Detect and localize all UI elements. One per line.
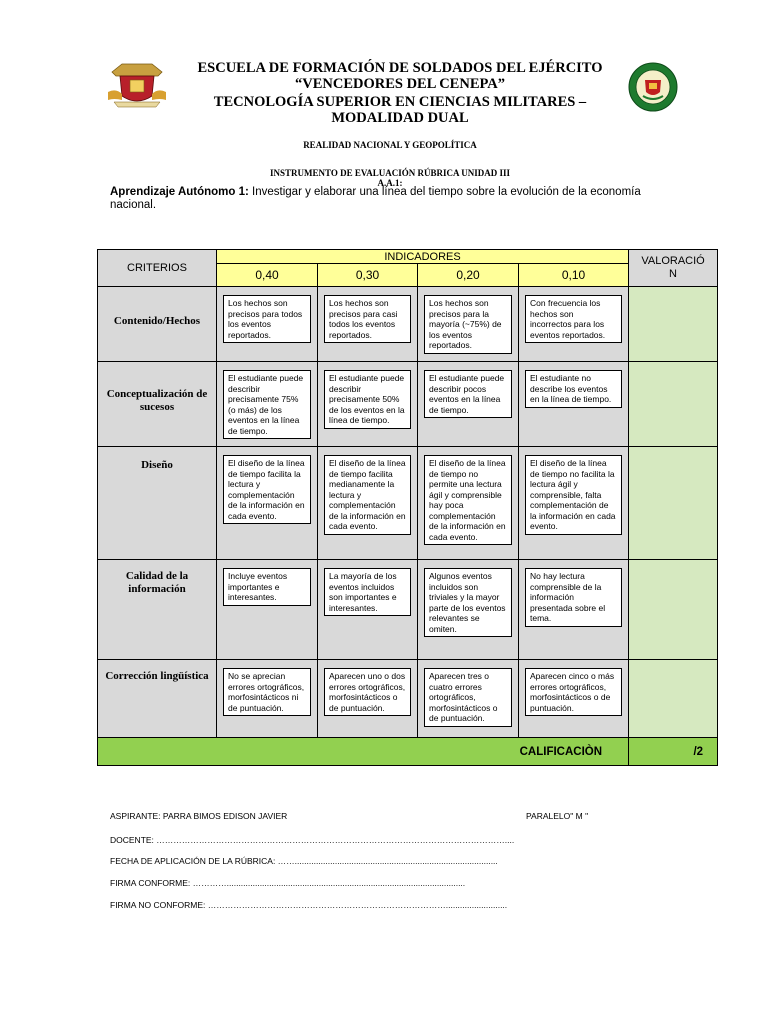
table-row (98, 560, 718, 660)
indicator-cell: El estudiante puede describir precisamente 50% de los eventos en la línea de tiempo. (318, 362, 418, 447)
valoracion-label-1: VALORACIÓ (641, 255, 705, 267)
indicator-cell: El diseño de la línea de tiempo facilita medianamente la lectura y complementación de la información en cada evento. (318, 447, 418, 560)
aspirante-line: ASPIRANTE: PARRA BIMOS EDISON JAVIER (110, 811, 288, 821)
valoracion-cell[interactable] (629, 560, 718, 660)
indicator-cell: El diseño de la línea de tiempo no facilita la lectura ágil y comprensible, falta complementación de la información en cada evento. (519, 447, 629, 560)
valoracion-header (629, 250, 718, 287)
criterios-header: CRITERIOS (98, 250, 217, 287)
valoracion-cell[interactable] (629, 362, 718, 447)
aa-label: Aprendizaje Autónomo 1: (110, 186, 249, 198)
table-row (98, 362, 718, 447)
indicator-cell: El estudiante puede describir pocos eventos en la línea de tiempo. (418, 362, 519, 447)
subject-title: REALIDAD NACIONAL Y GEOPOLÍTICA (303, 140, 477, 150)
rubric-table (97, 249, 718, 766)
indicator-cell: Algunos eventos incluidos son triviales y la mayor parte de los eventos relevantes se omiten. (418, 560, 519, 660)
indicator-cell: El diseño de la línea de tiempo facilita la lectura y complementación de la información en cada evento. (217, 447, 318, 560)
indicator-cell: Aparecen cinco o más errores ortográficos, morfosintácticos o de puntuación. (519, 660, 629, 738)
points-header: 0,30 (318, 264, 418, 287)
indicator-cell: El estudiante puede describir precisamente 75% (o más) de los eventos en la línea de tiempo. (217, 362, 318, 447)
round-green-seal-icon (628, 62, 678, 112)
points-header: 0,40 (217, 264, 318, 287)
points-header: 0,10 (519, 264, 629, 287)
indicator-cell: El estudiante no describe los eventos en la línea de tiempo. (519, 362, 629, 447)
firma-no-conforme-line[interactable]: FIRMA NO CONFORME: ………………………………………………………………………….......................... (110, 900, 508, 910)
autonomous-learning (110, 186, 670, 212)
indicator-cell: Los hechos son precisos para todos los eventos reportados. (217, 287, 318, 362)
indicadores-header: INDICADORES (217, 250, 629, 264)
indicator-cell: Los hechos son precisos para la mayoría (~75%) de los eventos reportados. (418, 287, 519, 362)
indicator-cell: Aparecen uno o dos errores ortográficos, morfosintácticos o de puntuación. (318, 660, 418, 738)
indicator-cell: Aparecen tres o cuatro errores ortográficos, morfosintácticos o de puntuación. (418, 660, 519, 738)
table-row (98, 660, 718, 738)
aa-code: A.A.1: (377, 178, 403, 188)
indicator-cell: No hay lectura comprensible de la información presentada sobre el tema. (519, 560, 629, 660)
school-motto: “VENCEDORES DEL CENEPA” (294, 76, 506, 92)
indicator-cell: Con frecuencia los hechos son incorrectos para los eventos reportados. (519, 287, 629, 362)
aa-text: Investigar y elaborar una línea del tiempo sobre la evolución de la economía nacional. (110, 186, 641, 211)
criterion-cell: Corrección lingüística (98, 660, 217, 738)
table-row (98, 447, 718, 560)
calificacion-value[interactable]: /2 (629, 738, 718, 766)
indicator-cell: La mayoría de los eventos incluidos son importantes e interesantes. (318, 560, 418, 660)
calificacion-label: CALIFICACIÒN (98, 738, 629, 766)
docente-line[interactable]: DOCENTE: …………………………………………………………………………………………………………….... (110, 835, 515, 845)
indicator-cell: No se aprecian errores ortográficos, morfosintácticos ni de puntuación. (217, 660, 318, 738)
program-modality: MODALIDAD DUAL (331, 110, 469, 126)
indicator-cell: Incluye eventos importantes e interesantes. (217, 560, 318, 660)
indicator-cell: Los hechos son precisos para casi todos los eventos reportados. (318, 287, 418, 362)
valoracion-cell[interactable] (629, 660, 718, 738)
criterion-cell: Calidad de la información (98, 560, 217, 660)
fecha-line[interactable]: FECHA DE APLICACIÓN DE LA RÚBRICA: ……...................................................................................... (110, 856, 498, 866)
firma-conforme-line[interactable]: FIRMA CONFORME: …………..................................................................................................... (110, 878, 466, 888)
criterion-cell: Diseño (98, 447, 217, 560)
criterion-cell: Contenido/Hechos (98, 287, 217, 362)
points-header: 0,20 (418, 264, 519, 287)
program-title: TECNOLOGÍA SUPERIOR EN CIENCIAS MILITARES – (213, 94, 587, 110)
valoracion-cell[interactable] (629, 287, 718, 362)
indicator-cell: El diseño de la línea de tiempo no permite una lectura ágil y comprensible hay poca complementación de la información en cada evento. (418, 447, 519, 560)
instrument-title: INSTRUMENTO DE EVALUACIÓN RÚBRICA UNIDAD III (270, 168, 510, 178)
paralelo-line: PARALELO" M " (526, 811, 589, 821)
valoracion-cell[interactable] (629, 447, 718, 560)
army-school-crest-icon (106, 62, 168, 108)
school-name: ESCUELA DE FORMACIÓN DE SOLDADOS DEL EJÉRCITO (197, 60, 603, 76)
criterion-cell: Conceptualización de sucesos (98, 362, 217, 447)
table-row (98, 287, 718, 362)
valoracion-label-2: N (669, 268, 677, 280)
